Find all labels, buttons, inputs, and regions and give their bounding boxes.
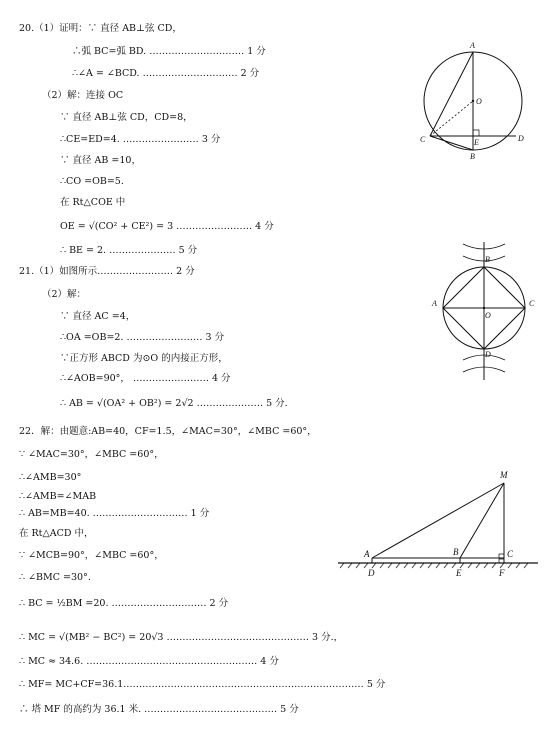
- q20-line-4: （2）解：连接 OC: [42, 90, 124, 101]
- fig1-label-o: O: [476, 97, 482, 106]
- q21-line-3: ∵ 直径 AC =4，: [60, 311, 136, 322]
- circle-chord-figure: [412, 32, 532, 162]
- q20-line-1: 20.（1）证明：∵ 直径 AB⊥弦 CD，: [19, 23, 182, 34]
- fig1-label-b: B: [470, 152, 475, 161]
- q22-line-5: ∴ AB=MB=40. ………………………… 1 分: [19, 508, 210, 519]
- q20-line-9: 在 Rt△COE 中: [60, 197, 126, 208]
- q20-line-2: ∴弧 BC=弧 BD. ………………………… 1 分: [72, 46, 266, 57]
- q20-line-7: ∵ 直径 AB =10，: [60, 155, 141, 166]
- q22-line-2: ∵ ∠MAC=30°，∠MBC =60°，: [19, 449, 164, 460]
- q20-line-10: OE = √(CO² + CE²) = 3 …………………… 4 分: [60, 221, 274, 232]
- tower-elevation-figure: [338, 466, 543, 581]
- fig3-label-b: B: [453, 547, 459, 557]
- q22-line-3: ∴∠AMB=30°: [19, 472, 82, 483]
- q22-line-7: ∵ ∠MCB=90°，∠MBC =60°，: [19, 550, 164, 561]
- q22-line-10: ∴ MC = √(MB² − BC²) = 20√3 ……………………………………… 3 分.，: [19, 632, 344, 643]
- q22-line-8: ∴ ∠BMC =30°.: [19, 572, 91, 583]
- q21-line-7: ∴ AB = √(OA² + OB²) = 2√2 ………………… 5 分.: [60, 398, 288, 409]
- fig2-label-b: B: [485, 255, 490, 264]
- fig2-label-c: C: [529, 299, 535, 308]
- fig3-label-a: A: [364, 549, 370, 559]
- q22-line-12: ∴ MF= MC+CF=36.1.………………………………………………………………… 5 分: [19, 679, 386, 690]
- q22-line-4: ∴∠AMB=∠MAB: [19, 491, 97, 502]
- fig2-label-o: O: [485, 311, 491, 320]
- q22-line-6: 在 Rt△ACD 中，: [19, 528, 94, 539]
- fig3-label-d: D: [368, 568, 375, 578]
- fig3-label-c: C: [507, 549, 514, 559]
- fig3-label-e: E: [456, 568, 462, 578]
- q20-line-5: ∵ 直径 AB⊥弦 CD，CD=8，: [60, 112, 193, 123]
- q22-line-9: ∴ BC = ½BM =20. ………………………… 2 分: [19, 598, 229, 609]
- fig1-label-a: A: [470, 41, 475, 50]
- q20-line-3: ∴∠A = ∠BCD. ………………………… 2 分: [72, 68, 260, 79]
- fig1-label-e: E: [474, 138, 479, 147]
- q22-line-1: 22．解：由题意:AB=40，CF=1.5，∠MAC=30°，∠MBC =60°，: [19, 426, 317, 437]
- q20-line-6: ∴CE=ED=4. …………………… 3 分: [60, 134, 221, 145]
- q20-line-11: ∴ BE = 2. ………………… 5 分: [60, 245, 198, 256]
- q21-line-4: ∴OA =OB=2. …………………… 3 分: [60, 332, 225, 343]
- q21-line-2: （2）解：: [42, 289, 87, 300]
- q20-line-8: ∴CO =OB=5.: [60, 176, 124, 187]
- q21-line-1: 21.（1）如图所示…………………… 2 分: [19, 266, 195, 277]
- fig3-label-f: F: [499, 568, 505, 578]
- fig3-label-m: M: [500, 470, 508, 480]
- q22-line-13: ∴ 塔 MF 的高约为 36.1 米. …………………………………… 5 分: [19, 704, 299, 715]
- inscribed-square-figure: [425, 240, 545, 385]
- q22-line-11: ∴ MC ≈ 34.6. ……………………………………………… 4 分: [19, 656, 279, 667]
- fig2-label-a: A: [432, 299, 437, 308]
- fig1-label-c: C: [420, 135, 426, 144]
- q21-line-6: ∴∠AOB=90°， …………………… 4 分: [60, 373, 231, 384]
- fig1-label-d: D: [518, 134, 524, 143]
- fig2-label-d: D: [485, 350, 491, 359]
- q21-line-5: ∵正方形 ABCD 为⊙O 的内接正方形，: [60, 353, 228, 364]
